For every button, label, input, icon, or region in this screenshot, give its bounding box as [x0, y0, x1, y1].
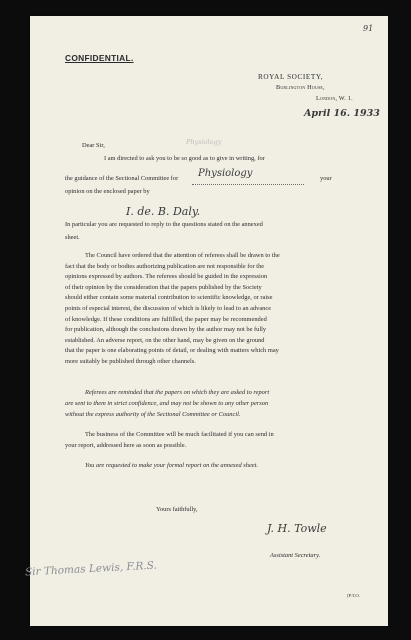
p1-line-2-end: your [320, 175, 332, 182]
p3-line: for publication, although the conclusions drawn by the author may not be fully [65, 326, 267, 334]
p2-line-1: In particular you are requested to reply to the questions stated on the annexed [65, 221, 263, 228]
p1-line-3: opinion on the enclosed paper by [65, 188, 150, 195]
p4-line: without the express authority of the Sectional Committee or Council. [65, 411, 241, 418]
p3-line: more suitably be published through other channels. [65, 358, 196, 365]
signatory-title: Assistant Secretary. [270, 552, 321, 559]
confidential-heading: CONFIDENTIAL. [65, 53, 134, 63]
handwritten-faint-name: Physiology [186, 138, 222, 146]
p3-line: that the paper is one elaborating points of detail, or dealing with matters which may [65, 347, 279, 355]
page-number: 91 [363, 24, 374, 33]
p5-line: your report, addressed here as soon as possible. [65, 442, 187, 449]
handwritten-date: April 16. 1933 [304, 108, 380, 119]
pto-marker: [P.T.O. [347, 593, 360, 598]
handwritten-author: I. de. B. Daly. [126, 205, 201, 218]
handwritten-signature: J. H. Towle [267, 522, 327, 535]
p3-line: should either contain some material contribution to scientific knowledge, or raise [65, 294, 273, 302]
formal-report-note: You are requested to make your formal report on the annexed sheet. [85, 462, 258, 469]
address-line-1: ROYAL SOCIETY, [258, 73, 324, 81]
p4-line: are sent to them in strict confidence, and may not be shown to any other person [65, 400, 269, 407]
p3-line: of knowledge. If these conditions are fulfilled, the paper may be recommended [65, 315, 267, 323]
handwritten-recipient: Sir Thomas Lewis, F.R.S. [24, 559, 158, 579]
closing: Yours faithfully, [156, 506, 198, 513]
p3-line: established. An adverse report, on the other hand, may be given on the ground [65, 336, 265, 344]
p1-line-2: the guidance of the Sectional Committee for [65, 175, 179, 182]
handwritten-committee: Physiology [198, 168, 253, 179]
salutation: Dear Sir, [82, 142, 105, 149]
address-line-2: Burlington House, [276, 84, 325, 91]
p3-line: fact that the body or bodies authorizing publication are not responsible for the [65, 262, 265, 270]
p1-line-1: I am directed to ask you to be so good as to give in writing, for [104, 155, 265, 162]
p3-line: of their opinion by the consideration that the papers published by the Society [65, 283, 262, 291]
letter-page [24, 16, 388, 626]
p3-line: The Council have ordered that the attention of referees shall be drawn to the [85, 252, 280, 259]
committee-blank-line [192, 184, 304, 185]
address-line-3: London, W. 1. [316, 95, 353, 102]
p5-line: The business of the Committee will be much facilitated if you can send in [85, 431, 274, 438]
p2-line-2: sheet. [65, 234, 80, 241]
p4-line: Referees are reminded that the papers on which they are asked to report [85, 389, 270, 396]
p3-line: points of especial interest, the discussion of which is likely to lead to an advance [65, 305, 272, 312]
p3-line: opinions expressed by authors. The referees should be guided in the expression [65, 273, 268, 281]
